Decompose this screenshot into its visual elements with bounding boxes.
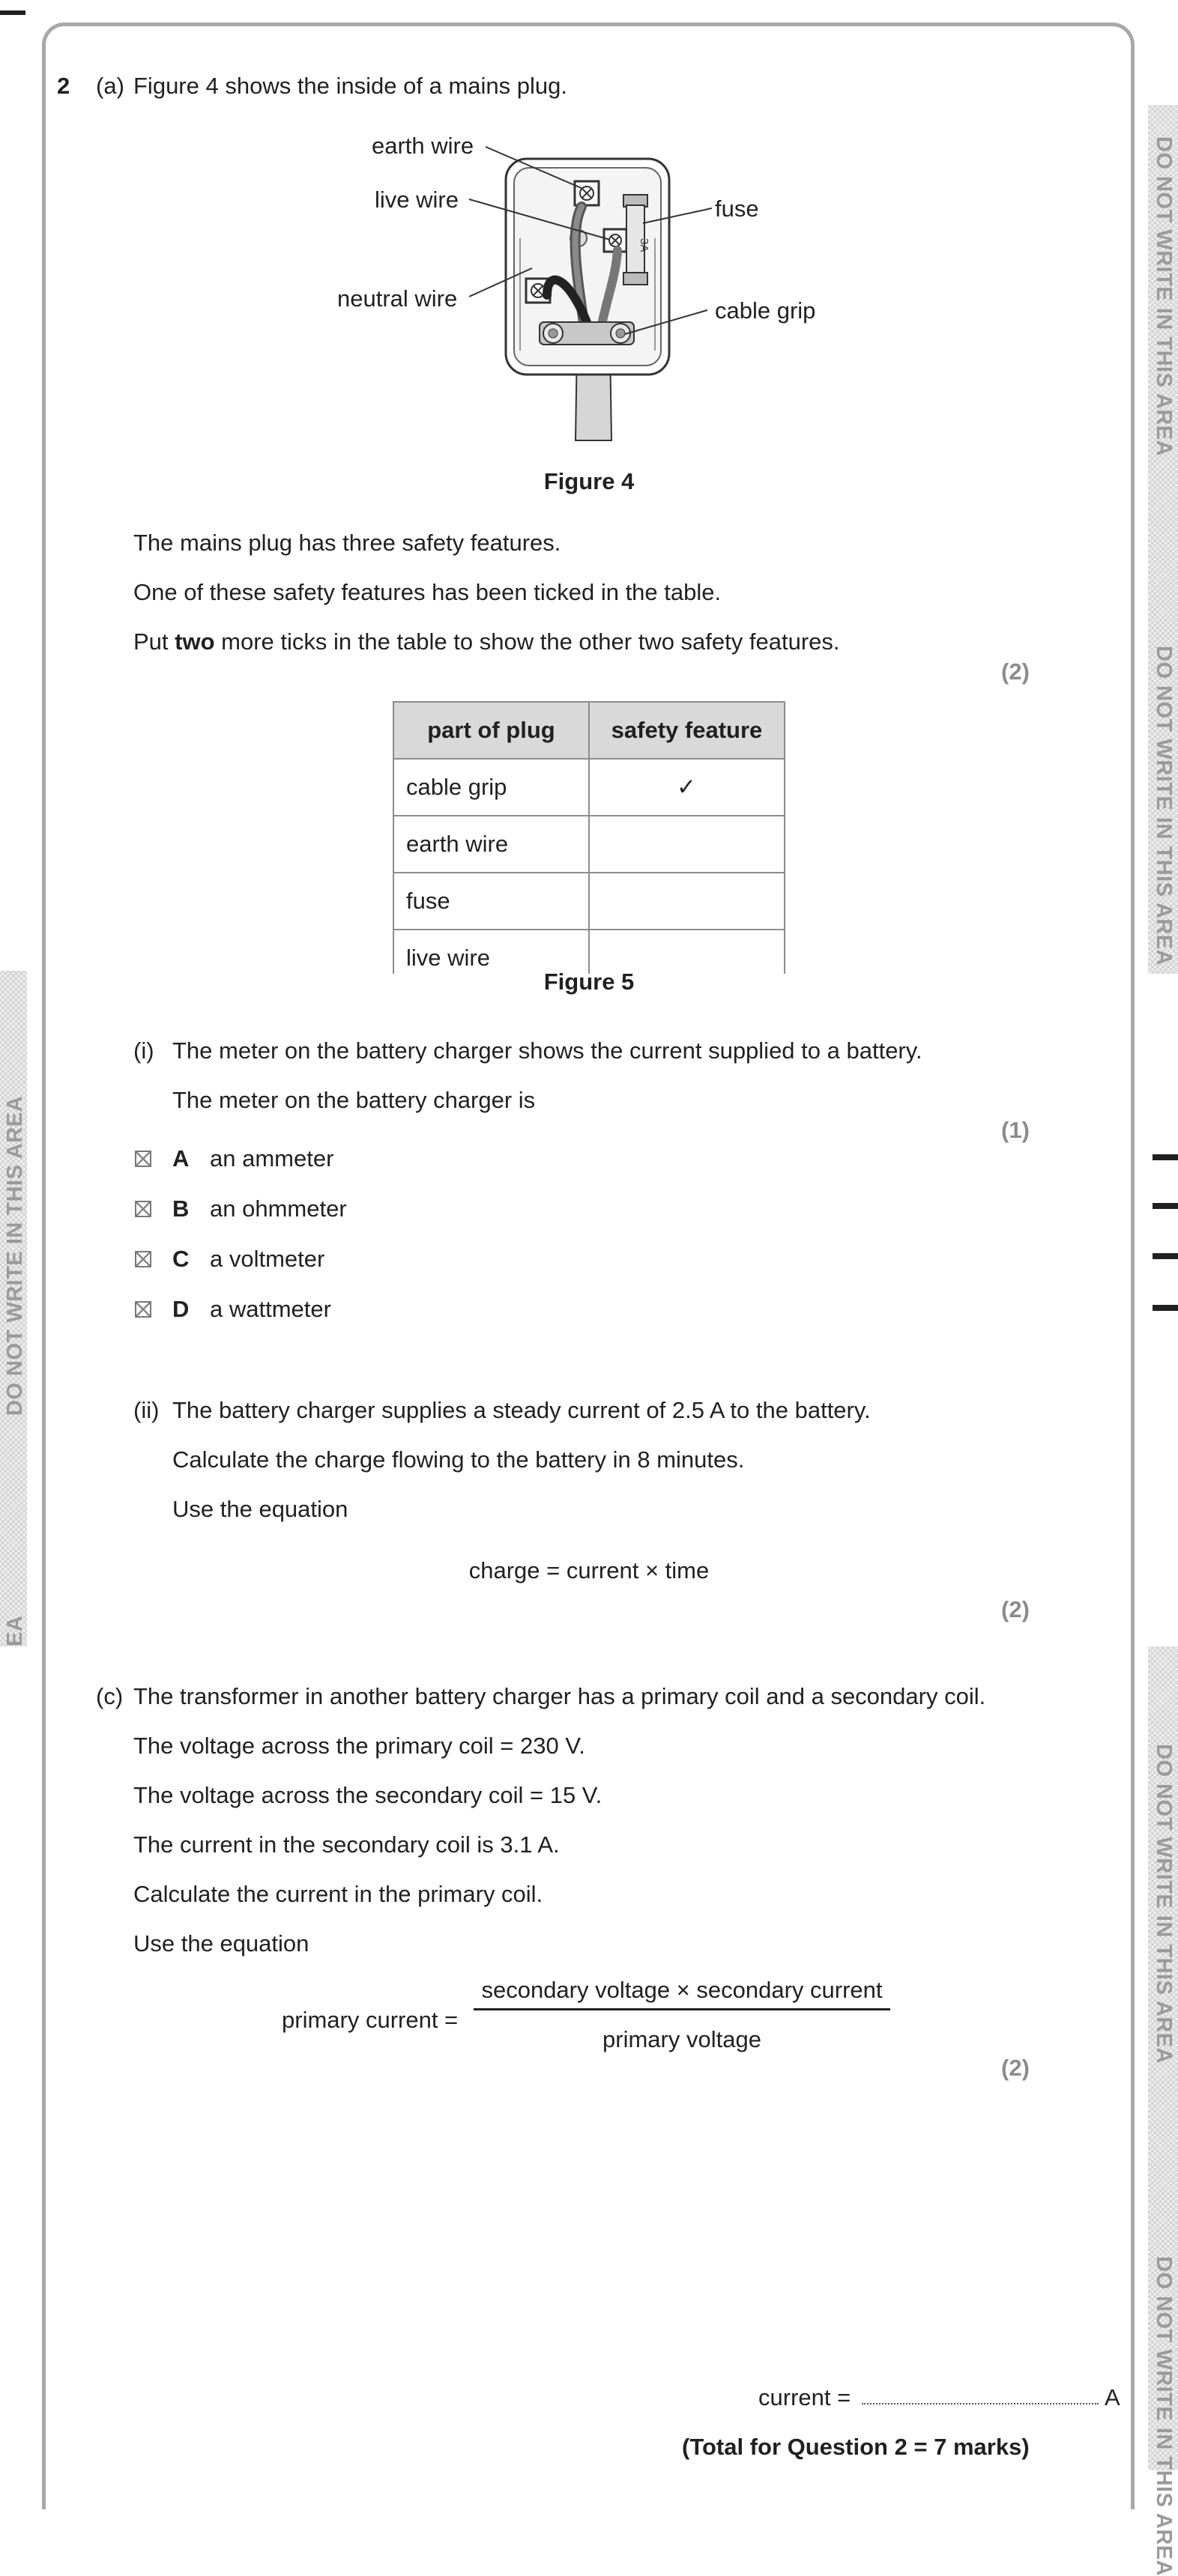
label-live-wire: live wire — [375, 187, 459, 213]
option-b-checkbox[interactable] — [135, 1201, 151, 1217]
margin-tick — [1153, 1253, 1178, 1259]
line-3-bold: two — [175, 628, 215, 655]
margin-notice-right-2: DO NOT WRITE IN THIS AREA — [1152, 646, 1176, 966]
margin-tick — [1153, 1305, 1178, 1311]
label-fuse: fuse — [715, 196, 759, 222]
margin-notice-left-fragment: EA — [3, 1615, 27, 1646]
total-marks: (Total for Question 2 = 7 marks) — [682, 2434, 1030, 2460]
margin-tick — [1153, 1203, 1178, 1209]
margin-notice-right-3: DO NOT WRITE IN THIS AREA — [1152, 1744, 1176, 2064]
part-a-intro: Figure 4 shows the inside of a mains plug. — [133, 73, 567, 99]
part-c-label: (c) — [96, 1683, 124, 1709]
part-c-line-6: Use the equation — [133, 1930, 309, 1957]
option-b-text: an ohmmeter — [210, 1195, 347, 1222]
fuse-rating-label: 3A — [638, 238, 650, 252]
option-c-checkbox[interactable] — [135, 1251, 151, 1267]
answer-input-line[interactable] — [862, 2403, 1099, 2404]
cell-part: fuse — [393, 873, 589, 930]
question-number: 2 — [57, 73, 70, 99]
margin-notice-left: DO NOT WRITE IN THIS AREA — [3, 1095, 27, 1416]
cell-part: live wire — [393, 930, 589, 974]
cell-tick[interactable] — [589, 873, 785, 930]
label-earth-wire: earth wire — [372, 133, 474, 159]
part-b-ii-line-1: The battery charger supplies a steady current of 2.5 A to the battery. — [172, 1397, 871, 1423]
table-row — [393, 759, 785, 816]
option-a-checkbox[interactable] — [135, 1151, 151, 1167]
part-c-line-4: The current in the secondary coil is 3.1 A. — [133, 1831, 560, 1858]
safety-table — [393, 701, 785, 974]
cell-part: earth wire — [393, 816, 589, 873]
part-c-line-2: The voltage across the primary coil = 230 V. — [133, 1733, 585, 1759]
equation-numerator: secondary voltage × secondary current — [481, 1977, 883, 2003]
figure-5-caption: Figure 5 — [543, 969, 635, 995]
part-c-line-1: The transformer in another battery charger has a primary coil and a secondary coil. — [133, 1683, 986, 1709]
cell-tick[interactable] — [589, 816, 785, 873]
header-safety-feature: safety feature — [589, 702, 785, 759]
answer-label: current = — [758, 2384, 851, 2410]
part-b-ii-label: (ii) — [133, 1397, 160, 1423]
corner-mark — [0, 10, 25, 15]
part-a-line-2: One of these safety features has been ticked in the table. — [133, 579, 722, 605]
option-c-text: a voltmeter — [210, 1246, 325, 1272]
label-neutral-wire: neutral wire — [337, 285, 458, 312]
table-row — [393, 873, 785, 930]
line-3-pre: Put — [133, 628, 175, 655]
header-part-of-plug: part of plug — [393, 702, 589, 759]
option-d-letter: D — [172, 1296, 190, 1322]
part-b-i-label: (i) — [133, 1037, 154, 1064]
line-3-post: more ticks in the table to show the other two safety features. — [214, 628, 840, 655]
part-b-i-line-2: The meter on the battery charger is — [172, 1087, 536, 1113]
part-a-label: (a) — [96, 73, 124, 99]
fraction-bar — [474, 2008, 890, 2010]
table-row — [393, 816, 785, 873]
option-c-letter: C — [172, 1246, 190, 1272]
part-c-line-5: Calculate the current in the primary coil. — [133, 1881, 543, 1907]
safety-table-wrapper — [393, 701, 785, 974]
table-header-row — [393, 702, 785, 759]
part-b-ii-line-2: Calculate the charge flowing to the battery in 8 minutes. — [172, 1446, 745, 1473]
part-b-i-marks: (1) — [1001, 1117, 1030, 1143]
cell-part: cable grip — [393, 759, 589, 816]
part-a-line-3 — [133, 628, 840, 656]
margin-tick — [1153, 1154, 1178, 1160]
answer-unit: A — [1105, 2384, 1120, 2410]
part-b-ii-line-3: Use the equation — [172, 1496, 348, 1522]
figure-4-caption: Figure 4 — [543, 468, 635, 494]
option-d-checkbox[interactable] — [135, 1301, 151, 1318]
part-b-ii-marks: (2) — [1001, 1596, 1030, 1622]
part-a-marks: (2) — [1001, 658, 1030, 685]
part-c-marks: (2) — [1001, 2055, 1030, 2081]
primary-current-lhs: primary current = — [282, 2007, 459, 2033]
option-a-letter: A — [172, 1145, 190, 1172]
margin-notice-right-1: DO NOT WRITE IN THIS AREA — [1152, 136, 1176, 457]
margin-notice-right-4: DO NOT WRITE IN THIS AREA — [1152, 2256, 1176, 2576]
option-d-text: a wattmeter — [210, 1296, 331, 1322]
part-a-line-1: The mains plug has three safety features. — [133, 530, 561, 556]
part-b-i-line-1: The meter on the battery charger shows the current supplied to a battery. — [172, 1037, 922, 1064]
option-b-letter: B — [172, 1195, 190, 1222]
option-a-text: an ammeter — [210, 1145, 334, 1172]
charge-equation: charge = current × time — [468, 1557, 710, 1584]
equation-denominator: primary voltage — [602, 2026, 761, 2052]
label-cable-grip: cable grip — [715, 297, 816, 324]
part-c-line-3: The voltage across the secondary coil = 15 V. — [133, 1782, 602, 1808]
cell-tick[interactable]: ✓ — [589, 759, 785, 816]
